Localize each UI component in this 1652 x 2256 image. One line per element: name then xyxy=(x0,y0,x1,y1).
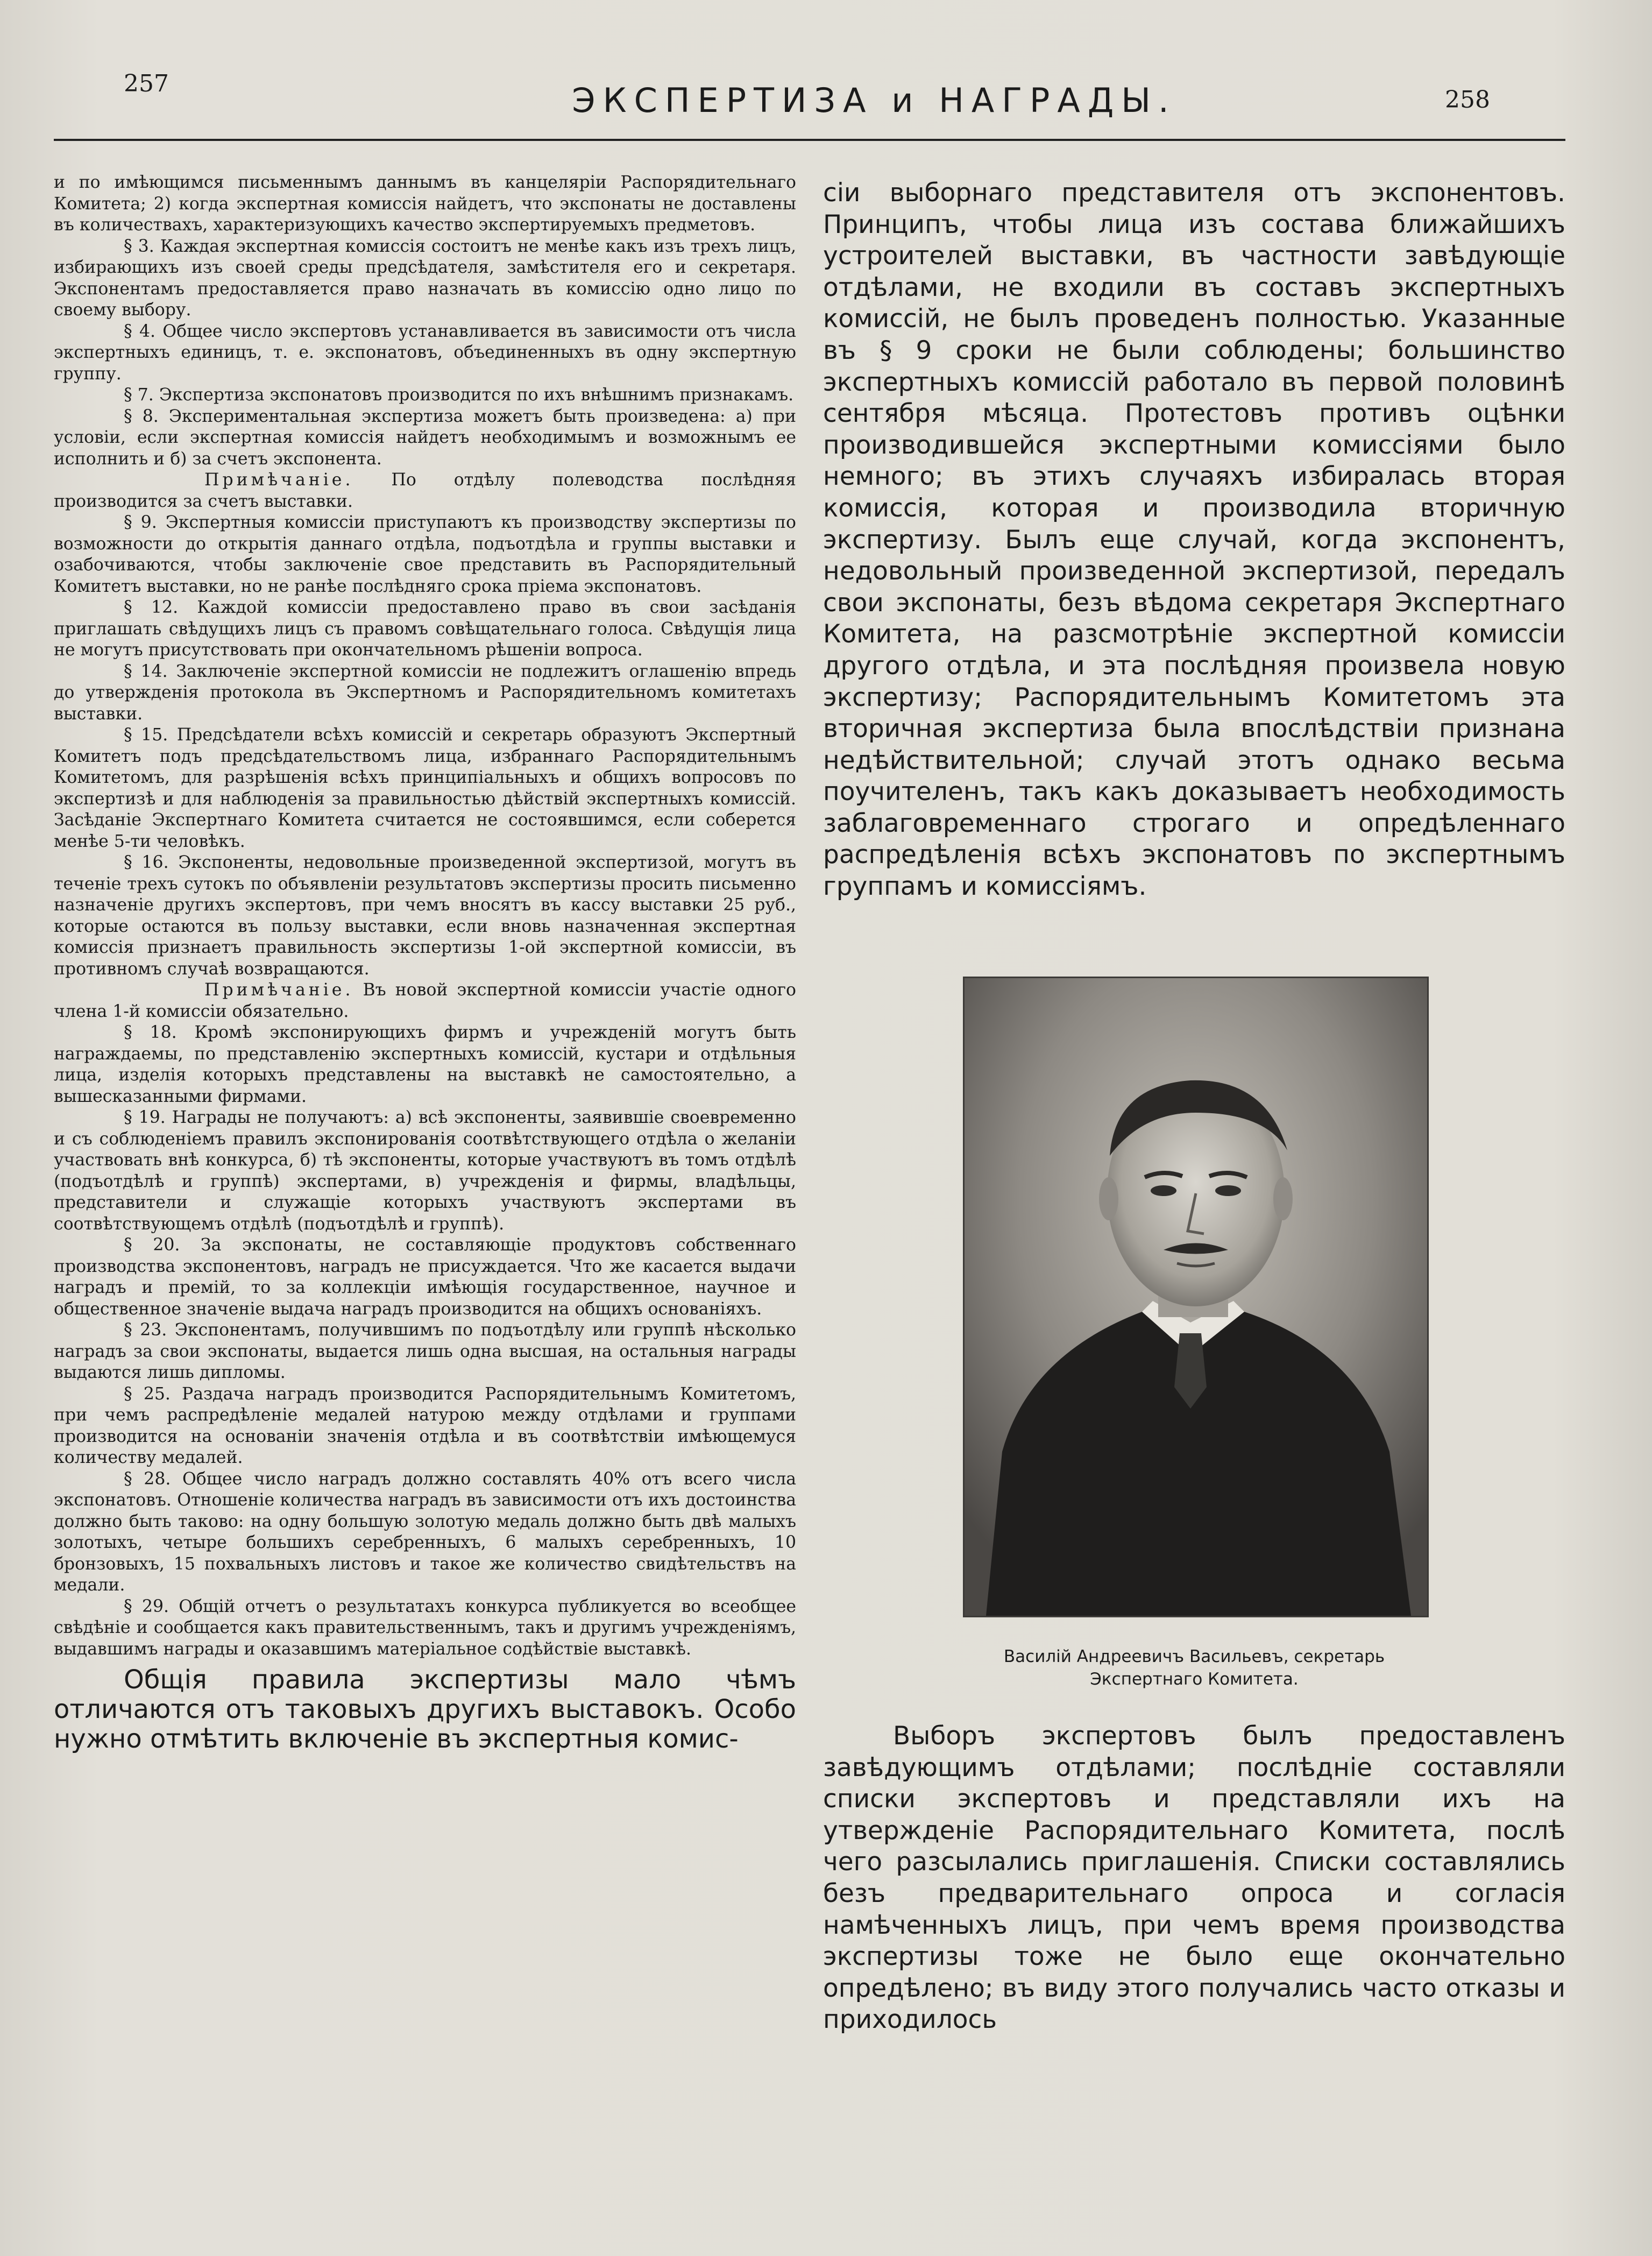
portrait-illustration xyxy=(965,978,1427,1616)
paragraph: § 19. Награды не получаютъ: а) всѣ экспоненты, заявившіе своевременно и съ соблюденіемъ правилъ экспонированія соотвѣтствующего отдѣла о желаніи участвовать внѣ конкурса, б) тѣ экспоненты, которые участвуютъ въ томъ отдѣлѣ (подъотдѣлѣ и группѣ) экспертами, в) учрежденія и фирмы, владѣльцы, представители и служащіе которыхъ участвуютъ экспертами въ соотвѣтствующемъ отдѣлѣ (подъотдѣлѣ и группѣ). xyxy=(54,1108,796,1234)
note-label: Примѣчаніе. xyxy=(204,980,354,1000)
paragraph: § 28. Общее число наградъ должно составлять 40% отъ всего числа экспонатовъ. Отношеніе количества наградъ въ зависимости отъ ихъ достоинства должно быть таково: на одну большую золотую медаль должно быть двѣ малыхъ золотыхъ, четыре большихъ серебренныхъ, 6 малыхъ серебренныхъ, 10 бронзовыхъ, 15 похвальныхъ листовъ и такое же количество свидѣтельствъ на медали. xyxy=(54,1469,796,1595)
note-text: По отдѣлу полеводства послѣдняя производится за счетъ выставки. xyxy=(54,470,796,511)
right-column-bottom xyxy=(823,1721,1565,2036)
paragraph: сіи выборнаго представителя отъ экспонентовъ. Принципъ, чтобы лица изъ состава ближайшихъ устроителей выставки, въ частности завѣдующіе отдѣлами, не входили въ составъ экспертныхъ комиссій, не былъ проведенъ полностью. Указанные въ § 9 сроки не были соблюдены; большинство экспертныхъ комиссій работало въ первой половинѣ сентября мѣсяца. Протестовъ противъ оцѣнки производившейся экспертными комиссіями было немного; въ этихъ случаяхъ избиралась вторая комиссія, которая и производила вторичную экспертизу. Былъ еще случай, когда экспонентъ, недовольный произведенной экспертизой, передалъ свои экспонаты, безъ вѣдома секретаря Экспертнаго Комитета, на разсмотрѣніе экспертной комиссіи другого отдѣла, и эта послѣдняя произвела новую экспертизу; Распорядительнымъ Комитетомъ эта вторичная экспертиза была впослѣдствіи признана недѣйствительной; случай этотъ однако весьма поучителенъ, такъ какъ доказываетъ необходимость заблаговременнаго строгаго и опредѣленнаго распредѣленія всѣхъ экспонатовъ по экспертнымъ группамъ и комиссіямъ. xyxy=(823,178,1565,902)
paragraph: § 18. Кромѣ экспонирующихъ фирмъ и учрежденій могутъ быть награждаемы, по представленію экспертныхъ комиссій, кустари и отдѣльныя лица, изделія которыхъ представлены на выставкѣ не самостоятельно, а вышесказанными фирмами. xyxy=(54,1023,796,1106)
running-title: ЭКСПЕРТИЗА и НАГРАДЫ. xyxy=(572,81,1176,120)
page-number-right: 258 xyxy=(1445,86,1490,114)
paragraph: § 16. Экспоненты, недовольные произведенной экспертизой, могутъ въ теченіе трехъ сутокъ по объявленіи результатовъ экспертизы просить письменно назначеніе другихъ экспертовъ, при чемъ вносятъ въ кассу выставки 25 руб., которые остаются въ пользу выставки, если вновь назначенная экспертная комиссія признаетъ правильность экспертизы 1-ой экспертной комиссіи, въ противномъ случаѣ возвращаются. xyxy=(54,853,796,979)
note-label: Примѣчаніе. xyxy=(204,470,354,490)
paragraph: § 9. Экспертныя комиссіи приступаютъ къ производству экспертизы по возможности до открытія даннаго отдѣла, подъотдѣла и группы выставки и озабочиваются, чтобы заключеніе свое представить въ Распорядительный Комитетъ выставки, но не ранѣе послѣдняго срока пріема экспонатовъ. xyxy=(54,513,796,596)
closing-paragraph: Общія правила экспертизы мало чѣмъ отличаются отъ таковыхъ другихъ выставокъ. Особо нужно отмѣтить включеніе въ экспертныя комис- xyxy=(54,1665,796,1754)
paragraph: § 14. Заключеніе экспертной комиссіи не подлежитъ оглашенію впредь до утвержденія протокола въ Экспертномъ и Распорядительномъ комитетахъ выставки. xyxy=(54,661,796,724)
paragraph: § 15. Предсѣдатели всѣхъ комиссій и секретарь образуютъ Экспертный Комитетъ подъ предсѣдательствомъ лица, избраннаго Распорядительнымъ Комитетомъ, для разрѣшенія всѣхъ принципіальныхъ и общихъ вопросовъ по экспертизѣ и для наблюденія за правильностью дѣйствій экспертныхъ комиссій. Засѣданіе Экспертнаго Комитета считается не состоявшимся, если соберется менѣе 5-ти человѣкъ. xyxy=(54,725,796,851)
paragraph: § 3. Каждая экспертная комиссія состоитъ не менѣе какъ изъ трехъ лицъ, избирающихъ изъ своей среды предсѣдателя, замѣстителя его и секретаря. Экспонентамъ предоставляется право назначать въ комиссію одно лицо по своему выбору. xyxy=(54,236,796,320)
page-header xyxy=(124,65,1571,135)
note-paragraph xyxy=(54,470,796,512)
paragraph: § 23. Экспонентамъ, получившимъ по подъотдѣлу или группѣ нѣсколько наградъ за свои экспонаты, выдается лишь одна высшая, на остальныя награды выдаются лишь дипломы. xyxy=(54,1320,796,1382)
portrait-photo xyxy=(963,977,1429,1617)
paragraph: и по имѣющимся письменнымъ даннымъ въ канцеляріи Распорядительнаго Комитета; 2) когда экспертная комиссія найдетъ, что экспонаты не доставлены въ количествахъ, характеризующихъ качество экспертируемыхъ предметовъ. xyxy=(54,173,796,235)
photo-caption xyxy=(839,1645,1549,1691)
caption-line: Экспертнаго Комитета. xyxy=(1090,1670,1299,1689)
paragraph: § 25. Раздача наградъ производится Распорядительнымъ Комитетомъ, при чемъ распредѣленіе медалей натурою между отдѣлами и группами производится на основаніи значенія отдѣла и въ соотвѣтствіи имѣющемуся количеству медалей. xyxy=(54,1384,796,1467)
header-rule xyxy=(54,139,1565,141)
page-number-left: 257 xyxy=(124,70,169,97)
paragraph: § 20. За экспонаты, не составляющіе продуктовъ собственнаго производства экспонентовъ, наградъ не присуждается. Что же касается выдачи наградъ и премій, то за коллекціи имѣющія государственное, научное и общественное значеніе выдача наградъ производится на общихъ основаніяхъ. xyxy=(54,1235,796,1319)
caption-line: Василій Андреевичъ Васильевъ, секретарь xyxy=(1003,1647,1385,1666)
left-column xyxy=(54,172,796,1754)
paragraph: § 29. Общій отчетъ о результатахъ конкурса публикуется во всеобщее свѣдѣніе и сообщается какъ правительственнымъ, такъ и другимъ учрежденіямъ, выдавшимъ награды и оказавшимъ матеріальное содѣйствіе выставкѣ. xyxy=(54,1596,796,1659)
paragraph: § 7. Экспертиза экспонатовъ производится по ихъ внѣшнимъ признакамъ. xyxy=(124,385,794,405)
note-text: Въ новой экспертной комиссіи участіе одного члена 1-й комиссіи обязательно. xyxy=(54,980,796,1021)
paragraph: Выборъ экспертовъ былъ предоставленъ завѣдующимъ отдѣлами; послѣдніе составляли списки экспертовъ и представляли ихъ на утвержденіе Распорядительнаго Комитета, послѣ чего разсылались приглашенія. Списки составлялись безъ предварительнаго опроса и согласія намѣченныхъ лицъ, при чемъ время производства экспертизы тоже не было еще окончательно опредѣлено; въ виду этого получались часто отказы и приходилось xyxy=(823,1721,1565,2035)
note-paragraph xyxy=(54,980,796,1022)
paragraph: § 12. Каждой комиссіи предоставлено право въ свои засѣданія приглашать свѣдущихъ лицъ съ правомъ совѣщательнаго голоса. Свѣдущія лица не могутъ присутствовать при окончательномъ рѣшеніи вопроса. xyxy=(54,598,796,660)
paragraph: § 4. Общее число экспертовъ устанавливается въ зависимости отъ числа экспертныхъ единицъ, т. е. экспонатовъ, объединенныхъ въ одну экспертную группу. xyxy=(54,321,796,384)
paragraph: § 8. Экспериментальная экспертиза можетъ быть произведена: а) при условіи, если экспертная комиссія найдетъ необходимымъ и возможнымъ ее исполнить и б) за счетъ экспонента. xyxy=(54,406,796,469)
right-column-top xyxy=(823,178,1565,903)
